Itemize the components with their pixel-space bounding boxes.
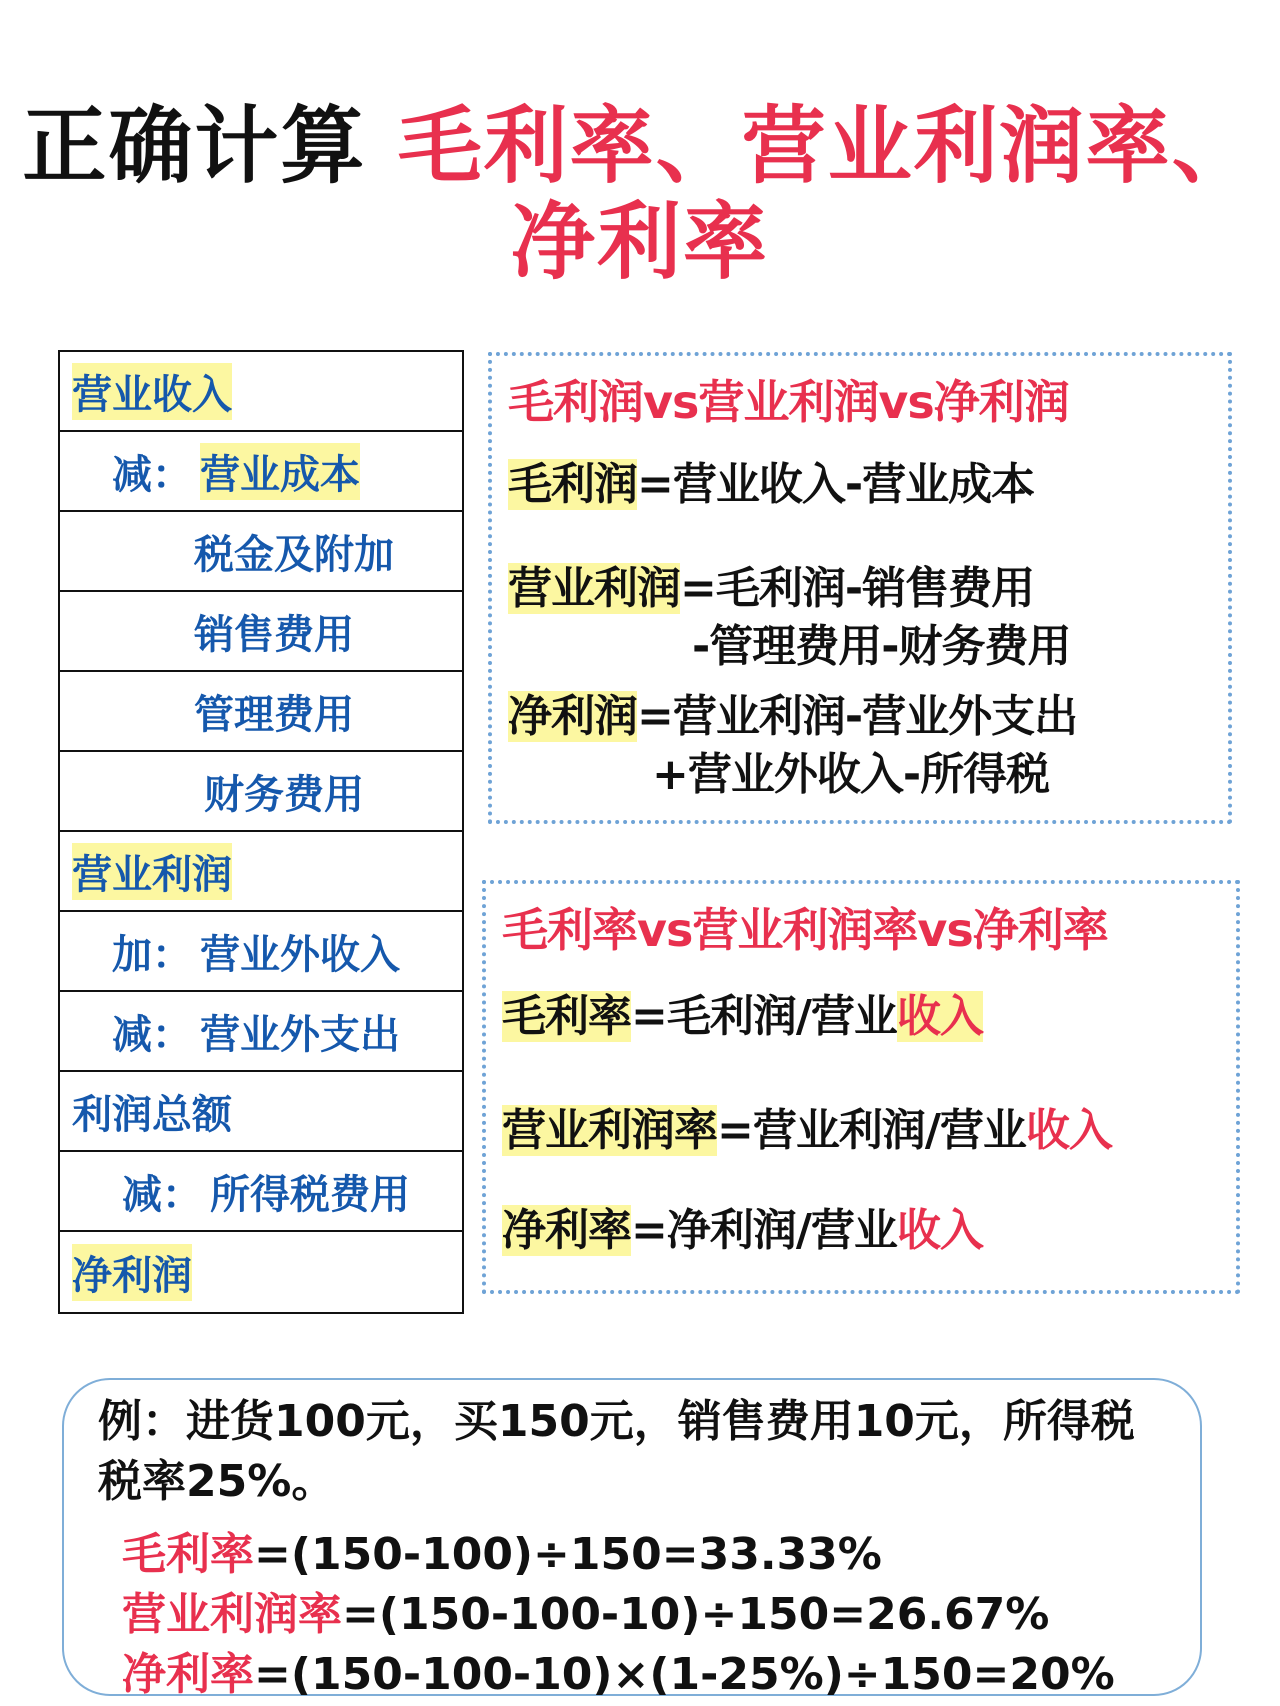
operating-profit-expr: =毛利润-销售费用 <box>680 563 1035 614</box>
net-profit-formula-cont: +营业外收入-所得税 <box>652 749 1050 800</box>
example-net-calc: =(150-100-10)×(1-25%)÷150=20% <box>254 1649 1115 1700</box>
gross-profit-expr: =营业收入-营业成本 <box>637 459 1035 510</box>
ledger-row <box>60 1072 462 1152</box>
ledger-row <box>60 912 462 992</box>
ledger-row <box>60 992 462 1072</box>
page-title <box>0 98 1280 194</box>
operating-profit-term: 营业利润 <box>508 563 680 614</box>
ledger-row <box>60 1152 462 1232</box>
ledger-label: 财务费用 <box>204 771 364 818</box>
ledger-row <box>60 512 462 592</box>
ledger-row <box>60 352 462 432</box>
gross-margin-term: 毛利率 <box>502 991 631 1042</box>
ledger-label: 营业成本 <box>200 443 360 500</box>
example-text: 例：进货100元，买150元，销售费用10元，所得税税率25%。 <box>98 1396 1135 1507</box>
ledger-prefix: 加： <box>112 931 192 978</box>
ledger-row <box>60 592 462 672</box>
income-statement-table <box>58 350 464 1314</box>
title-red-part: 毛利率、营业利润率、 <box>397 97 1258 195</box>
margin-heading: 毛利率vs营业利润率vs净利率 <box>502 903 1108 957</box>
title-black-part: 正确计算 <box>22 97 367 195</box>
ledger-row <box>60 832 462 912</box>
ledger-label: 利润总额 <box>72 1091 232 1138</box>
example-net-margin <box>122 1638 1115 1702</box>
net-margin-formula <box>502 1194 983 1258</box>
operating-profit-formula <box>508 552 1034 616</box>
ledger-prefix: 减： <box>112 1011 192 1058</box>
margin-definitions-box <box>482 880 1240 1294</box>
ledger-prefix: 减： <box>122 1171 202 1218</box>
ledger-label: 税金及附加 <box>194 531 394 578</box>
operating-margin-expr: =营业利润/营业 <box>717 1105 1026 1156</box>
ledger-label: 营业利润 <box>72 843 232 900</box>
ledger-label: 销售费用 <box>194 611 354 658</box>
operating-profit-formula-cont: -管理费用-财务费用 <box>692 621 1071 672</box>
ledger-label: 营业外收入 <box>200 931 400 978</box>
profit-heading: 毛利润vs营业利润vs净利润 <box>508 375 1069 429</box>
gross-profit-formula <box>508 448 1034 512</box>
example-gross-calc: =(150-100)÷150=33.33% <box>254 1529 882 1580</box>
ledger-row <box>60 432 462 512</box>
net-profit-expr: =营业利润-营业外支出 <box>637 691 1078 742</box>
operating-margin-revenue: 收入 <box>1025 1105 1112 1156</box>
gross-margin-formula <box>502 980 983 1044</box>
net-profit-formula <box>508 680 1077 744</box>
net-margin-term: 净利率 <box>502 1205 631 1256</box>
operating-margin-formula <box>502 1094 1112 1158</box>
ledger-label: 净利润 <box>72 1244 192 1301</box>
ledger-prefix: 减： <box>112 451 192 498</box>
net-profit-term: 净利润 <box>508 691 637 742</box>
net-margin-expr: =净利润/营业 <box>631 1205 897 1256</box>
example-operating-term: 营业利润率 <box>122 1589 342 1640</box>
example-net-term: 净利率 <box>122 1649 254 1700</box>
example-operating-margin <box>122 1578 1049 1642</box>
net-margin-revenue: 收入 <box>896 1205 983 1256</box>
ledger-label: 营业外支出 <box>200 1011 400 1058</box>
operating-margin-term: 营业利润率 <box>502 1105 717 1156</box>
profit-definitions-box <box>488 352 1232 824</box>
ledger-label: 管理费用 <box>194 691 354 738</box>
ledger-row <box>60 1232 462 1312</box>
example-gross-margin <box>122 1518 882 1582</box>
gross-profit-term: 毛利润 <box>508 459 637 510</box>
gross-margin-revenue: 收入 <box>896 991 983 1042</box>
ledger-row <box>60 752 462 832</box>
gross-margin-expr: =毛利润/营业 <box>631 991 897 1042</box>
example-operating-calc: =(150-100-10)÷150=26.67% <box>342 1589 1050 1640</box>
ledger-label: 所得税费用 <box>210 1171 410 1218</box>
page-title-line2: 净利率 <box>510 193 769 291</box>
example-box <box>62 1378 1202 1700</box>
ledger-row <box>60 672 462 752</box>
example-gross-term: 毛利率 <box>122 1529 254 1580</box>
ledger-label: 营业收入 <box>72 363 232 420</box>
